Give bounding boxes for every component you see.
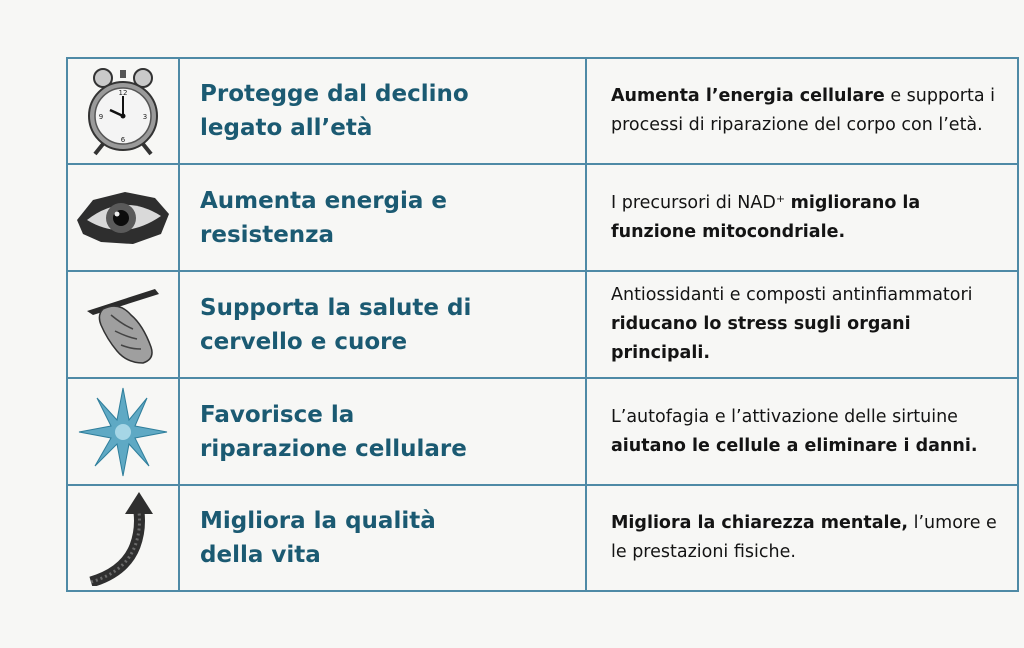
alarm-clock-icon xyxy=(67,58,179,164)
sparkle-star-icon xyxy=(67,378,179,485)
benefits-table xyxy=(66,57,1019,592)
svg-text:12: 12 xyxy=(118,89,128,97)
row-description xyxy=(611,82,1005,140)
hand-with-pen-icon xyxy=(67,271,179,378)
row-title: Aumenta energia e resistenza xyxy=(200,187,448,248)
desc-text: I precursori di NAD⁺ xyxy=(611,192,791,213)
row-description xyxy=(611,509,1005,567)
row-title: Favorisce la riparazione cellulare xyxy=(200,401,467,462)
desc-bold: riducano lo stress sugli organi principali. xyxy=(611,314,911,363)
svg-text:6: 6 xyxy=(120,136,126,144)
desc-text: e supporta i processi di riparazione del corpo con l’età. xyxy=(611,86,995,135)
row-title: Supporta la salute di cervello e cuore xyxy=(200,294,472,355)
desc-bold: Migliora la chiarezza mentale, xyxy=(611,513,909,533)
eye-icon xyxy=(67,164,179,271)
desc-bold: migliorano la funzione mitocondriale. xyxy=(611,192,921,242)
desc-text: Antiossidanti e composti antinfiammatori xyxy=(611,285,973,305)
row-description xyxy=(611,403,1005,461)
svg-text:9: 9 xyxy=(98,113,104,121)
desc-bold: aiutano le cellule a eliminare i danni. xyxy=(611,435,978,456)
desc-bold: Aumenta l’energia cellulare xyxy=(611,86,885,106)
row-title: Protegge dal declino legato all’età xyxy=(200,81,469,141)
desc-text: L’autofagia e l’attivazione delle sirtuine xyxy=(611,406,958,427)
table-row xyxy=(67,485,1018,591)
table-row xyxy=(67,378,1018,485)
row-title: Migliora la qualità della vita xyxy=(200,508,436,568)
row-description xyxy=(611,281,1005,368)
row-description xyxy=(611,189,1005,247)
table-row xyxy=(67,164,1018,271)
table-row xyxy=(67,271,1018,378)
curved-arrow-up-icon xyxy=(67,485,179,591)
table-row xyxy=(67,58,1018,164)
desc-text: l’umore e le prestazioni fisiche. xyxy=(611,513,997,562)
svg-text:3: 3 xyxy=(142,113,148,121)
